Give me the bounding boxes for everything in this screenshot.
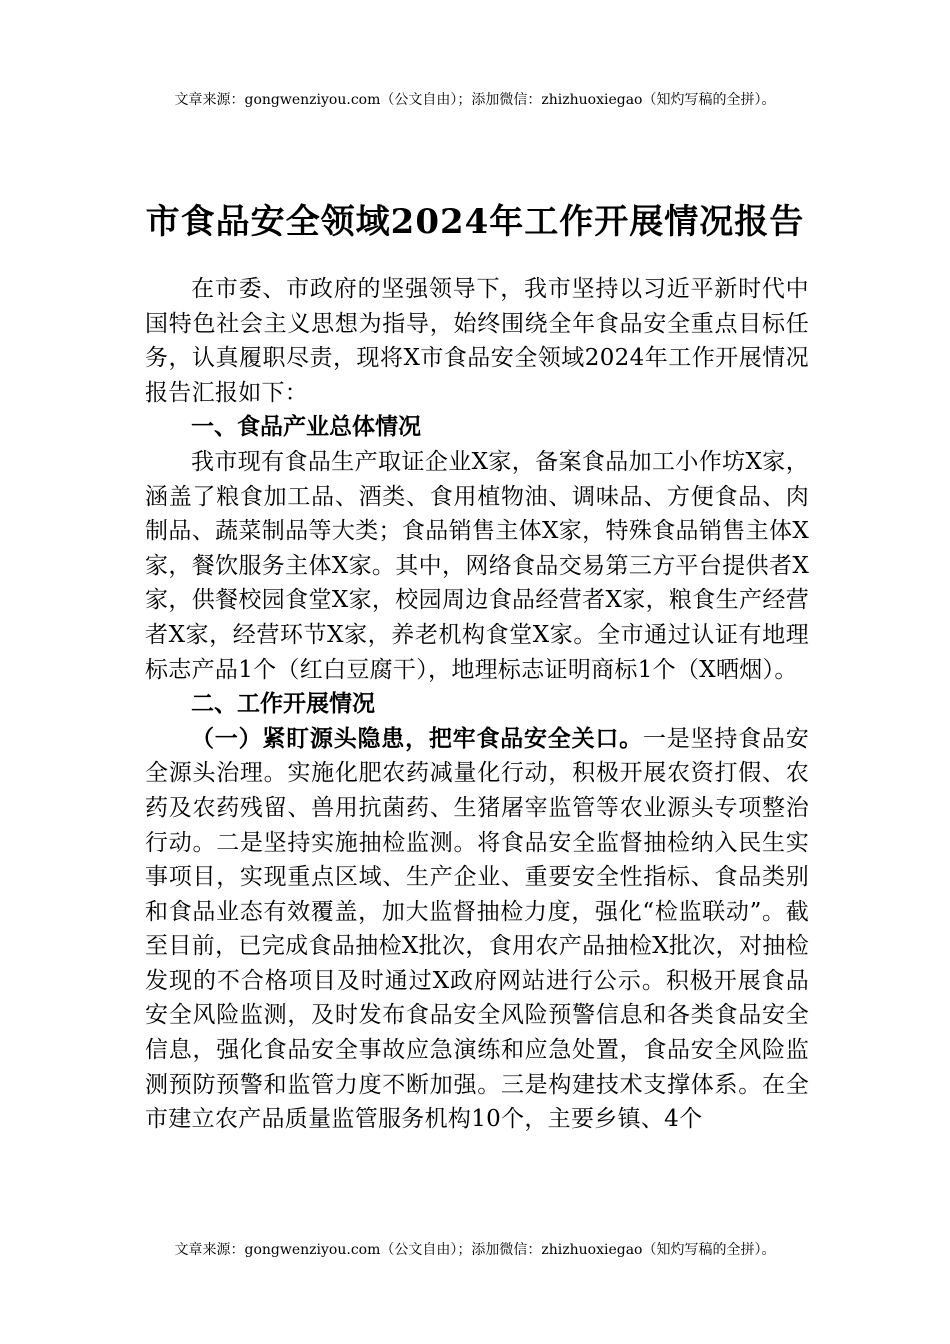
source-footer: 文章来源：gongwenziyou.com（公文自由）；添加微信：zhizhuoxiegao（知灼写稿的全拼）。	[174, 1242, 776, 1258]
section-1-paragraph: 我市现有食品生产取证企业X家，备案食品加工小作坊X家，涵盖了粮食加工品、酒类、食用植物油、调味品、方便食品、肉制品、蔬菜制品等大类；食品销售主体X家，特殊食品销售主体X家，餐饮服务主体X家。其中，网络食品交易第三方平台提供者X家，供餐校园食堂X家，校园周边食品经营者X家，粮食生产经营者X家，经营环节X家，养老机构食堂X家。全市通过认证有地理标志产品1个（红白豆腐干），地理标志证明商标1个（X晒烟）。	[145, 448, 809, 683]
subsection-1-text: 一是坚持食品安全源头治理。实施化肥农药减量化行动，积极开展农资打假、农药及农药残留、兽用抗菌药、生猪屠宰监管等农业源头专项整治行动。二是坚持实施抽检监测。将食品安全监督抽检纳入民生实事项目，实现重点区域、生产企业、重要安全性指标、食品类别和食品业态有效覆盖，加大监督抽检力度，强化“检监联动”。截至目前，已完成食品抽检X批次，食用农产品抽检X批次，对抽检发现的不合格项目及时通过X政府网站进行公示。积极开展食品安全风险监测，及时发布食品安全风险预警信息和各类食品安全信息，强化食品安全事故应急演练和应急处置，食品安全风险监测预防预警和监管力度不断加强。三是构建技术支撑体系。在全市建立农产品质量监管服务机构10个，主要乡镇、4个	[145, 725, 809, 1133]
source-header: 文章来源：gongwenziyou.com（公文自由）；添加微信：zhizhuoxiegao（知灼写稿的全拼）。	[174, 92, 776, 108]
section-1-heading: 一、食品产业总体情况	[191, 414, 421, 441]
section-2-subsection-1	[145, 722, 809, 1137]
document-body	[145, 272, 809, 1137]
document-title: 市食品安全领域2024年工作开展情况报告	[145, 201, 805, 242]
section-2-heading: 二、工作开展情况	[191, 691, 375, 718]
intro-paragraph: 在市委、市政府的坚强领导下，我市坚持以习近平新时代中国特色社会主义思想为指导，始终围绕全年食品安全重点目标任务，认真履职尽责，现将X市食品安全领域2024年工作开展情况报告汇报如下：	[145, 276, 809, 406]
subsection-1-lead: （一）紧盯源头隐患，把牢食品安全关口。	[191, 724, 643, 752]
